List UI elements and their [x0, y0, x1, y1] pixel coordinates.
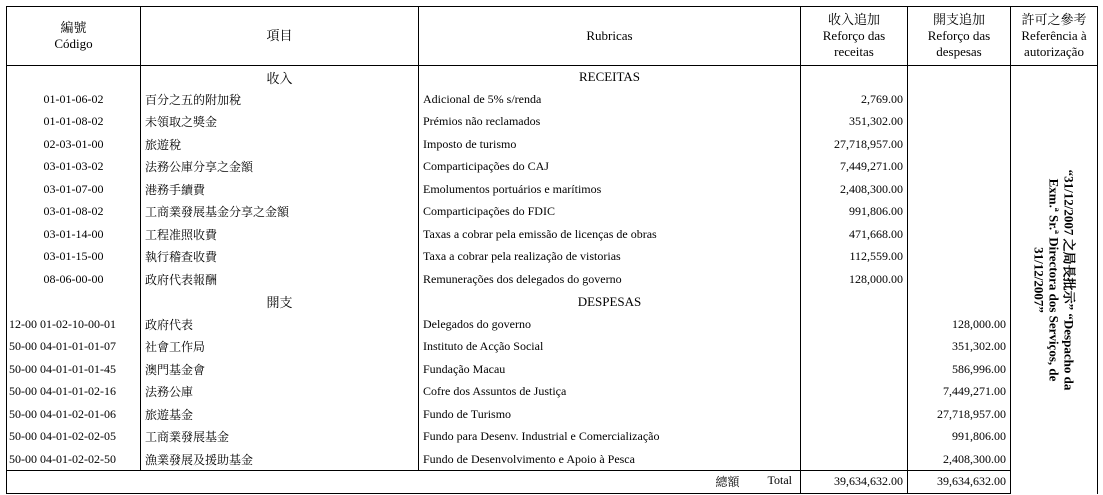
- blank-cell: [801, 403, 908, 426]
- revenue-item: 法務公庫分享之金額: [141, 156, 419, 179]
- expense-rubrica: Fundo de Desenvolvimento e Apoio à Pesca: [419, 448, 801, 471]
- expense-amount: 991,806.00: [908, 426, 1011, 449]
- revenue-row: [7, 88, 1098, 111]
- revenue-amount: 2,408,300.00: [801, 178, 908, 201]
- expense-rubrica: Fundo de Turismo: [419, 403, 801, 426]
- header-row: [7, 7, 1098, 66]
- blank-cell: [908, 246, 1011, 269]
- rubricas-header: Rubricas: [419, 7, 801, 66]
- revenue-section-zh: 收入: [141, 66, 419, 89]
- expense-item: 澳門基金會: [141, 358, 419, 381]
- expense-rubrica: Fundo para Desenv. Industrial e Comercialização: [419, 426, 801, 449]
- revenue-amount: 7,449,271.00: [801, 156, 908, 179]
- revenue-rubrica: Adicional de 5% s/renda: [419, 88, 801, 111]
- expense-amount: 27,718,957.00: [908, 403, 1011, 426]
- expense-section-row: [7, 291, 1098, 314]
- revenue-code: 03-01-07-00: [7, 178, 141, 201]
- revenue-item: 工程准照收費: [141, 223, 419, 246]
- blank-cell: [908, 268, 1011, 291]
- expense-item: 政府代表: [141, 313, 419, 336]
- reference-header-zh: 許可之參考: [1021, 12, 1087, 27]
- code-header-pt: Código: [54, 36, 93, 51]
- reference-header-pt: Referência à autorização: [1021, 28, 1087, 59]
- expense-code: 50-00 04-01-02-02-50: [7, 448, 141, 471]
- revenue-amount: 112,559.00: [801, 246, 908, 269]
- expense-rubrica: Delegados do governo: [419, 313, 801, 336]
- expense-section-pt: DESPESAS: [419, 291, 801, 314]
- revenue-amount: 471,668.00: [801, 223, 908, 246]
- expense-code: 12-00 01-02-10-00-01: [7, 313, 141, 336]
- revenue-section-pt: RECEITAS: [419, 66, 801, 89]
- code-header-zh: 編號: [60, 20, 87, 35]
- expense-header-zh: 開支追加: [932, 12, 985, 27]
- expense-amount: 128,000.00: [908, 313, 1011, 336]
- total-row: [7, 471, 1098, 494]
- total-label-zh: 總額: [715, 475, 740, 490]
- blank-cell: [908, 178, 1011, 201]
- revenue-row: [7, 201, 1098, 224]
- revenue-header-pt: Reforço das receitas: [822, 28, 886, 59]
- expense-code: 50-00 04-01-01-02-16: [7, 381, 141, 404]
- expense-header-pt: Reforço das despesas: [927, 28, 991, 59]
- revenue-row: [7, 133, 1098, 156]
- blank-cell: [801, 448, 908, 471]
- revenue-amount: 27,718,957.00: [801, 133, 908, 156]
- revenue-rubrica: Comparticipações do CAJ: [419, 156, 801, 179]
- revenue-row: [7, 156, 1098, 179]
- blank-cell: [908, 111, 1011, 134]
- blank-cell: [7, 291, 141, 314]
- expense-amount: 351,302.00: [908, 336, 1011, 359]
- authorization-note: “31/12/2007 之局長批示” “Despacho da Exm.ª Sr.ª Directora dos Serviços, de 31/12/2007”: [1031, 169, 1077, 390]
- revenue-rubrica: Comparticipações do FDIC: [419, 201, 801, 224]
- total-label-cell: [7, 471, 801, 494]
- blank-cell: [908, 133, 1011, 156]
- blank-cell: [908, 156, 1011, 179]
- blank-cell: [801, 66, 908, 89]
- blank-cell: [908, 66, 1011, 89]
- revenue-code: 01-01-06-02: [7, 88, 141, 111]
- revenue-item: 百分之五的附加稅: [141, 88, 419, 111]
- revenue-rubrica: Prémios não reclamados: [419, 111, 801, 134]
- expense-section-zh: 開支: [141, 291, 419, 314]
- revenue-code: 03-01-03-02: [7, 156, 141, 179]
- expense-rubrica: Cofre dos Assuntos de Justiça: [419, 381, 801, 404]
- blank-cell: [801, 291, 908, 314]
- expense-item: 漁業發展及援助基金: [141, 448, 419, 471]
- revenue-item: 執行稽查收費: [141, 246, 419, 269]
- revenue-header: [801, 7, 908, 66]
- expense-item: 社會工作局: [141, 336, 419, 359]
- expense-row: [7, 313, 1098, 336]
- revenue-rubrica: Imposto de turismo: [419, 133, 801, 156]
- reference-header: [1011, 7, 1098, 66]
- revenue-code: 03-01-14-00: [7, 223, 141, 246]
- expense-row: [7, 448, 1098, 471]
- authorization-cell: [1011, 66, 1098, 494]
- expense-row: [7, 336, 1098, 359]
- expense-item: 法務公庫: [141, 381, 419, 404]
- blank-cell: [908, 201, 1011, 224]
- revenue-amount: 2,769.00: [801, 88, 908, 111]
- blank-cell: [908, 88, 1011, 111]
- total-expense: 39,634,632.00: [908, 471, 1011, 494]
- revenue-code: 03-01-15-00: [7, 246, 141, 269]
- expense-code: 50-00 04-01-01-01-07: [7, 336, 141, 359]
- expense-rubrica: Fundação Macau: [419, 358, 801, 381]
- blank-cell: [801, 313, 908, 336]
- revenue-row: [7, 111, 1098, 134]
- revenue-rubrica: Taxa a cobrar pela realização de vistorias: [419, 246, 801, 269]
- expense-code: 50-00 04-01-01-01-45: [7, 358, 141, 381]
- blank-cell: [908, 223, 1011, 246]
- expense-amount: 586,996.00: [908, 358, 1011, 381]
- blank-cell: [908, 291, 1011, 314]
- expense-code: 50-00 04-01-02-01-06: [7, 403, 141, 426]
- revenue-row: [7, 268, 1098, 291]
- revenue-section-row: [7, 66, 1098, 89]
- revenue-header-zh: 收入追加: [827, 12, 880, 27]
- code-header: [7, 7, 141, 66]
- revenue-row: [7, 178, 1098, 201]
- blank-cell: [7, 66, 141, 89]
- revenue-code: 03-01-08-02: [7, 201, 141, 224]
- budget-table: [6, 6, 1098, 494]
- expense-amount: 7,449,271.00: [908, 381, 1011, 404]
- revenue-amount: 991,806.00: [801, 201, 908, 224]
- expense-row: [7, 426, 1098, 449]
- revenue-code: 08-06-00-00: [7, 268, 141, 291]
- expense-rubrica: Instituto de Acção Social: [419, 336, 801, 359]
- revenue-item: 工商業發展基金分享之金額: [141, 201, 419, 224]
- blank-cell: [801, 358, 908, 381]
- revenue-item: 未領取之獎金: [141, 111, 419, 134]
- revenue-row: [7, 223, 1098, 246]
- expense-item: 旅遊基金: [141, 403, 419, 426]
- total-label-pt: Total: [767, 473, 792, 488]
- expense-row: [7, 403, 1098, 426]
- revenue-rubrica: Remunerações dos delegados do governo: [419, 268, 801, 291]
- revenue-rubrica: Taxas a cobrar pela emissão de licenças de obras: [419, 223, 801, 246]
- expense-amount: 2,408,300.00: [908, 448, 1011, 471]
- blank-cell: [801, 381, 908, 404]
- expense-item: 工商業發展基金: [141, 426, 419, 449]
- revenue-rubrica: Emolumentos portuários e marítimos: [419, 178, 801, 201]
- expense-row: [7, 358, 1098, 381]
- revenue-item: 港務手續費: [141, 178, 419, 201]
- item-header: 項目: [141, 7, 419, 66]
- revenue-amount: 351,302.00: [801, 111, 908, 134]
- blank-cell: [801, 336, 908, 359]
- total-revenue: 39,634,632.00: [801, 471, 908, 494]
- revenue-code: 01-01-08-02: [7, 111, 141, 134]
- revenue-code: 02-03-01-00: [7, 133, 141, 156]
- blank-cell: [801, 426, 908, 449]
- revenue-item: 政府代表報酬: [141, 268, 419, 291]
- expense-row: [7, 381, 1098, 404]
- revenue-row: [7, 246, 1098, 269]
- expense-code: 50-00 04-01-02-02-05: [7, 426, 141, 449]
- expense-header: [908, 7, 1011, 66]
- revenue-item: 旅遊稅: [141, 133, 419, 156]
- revenue-amount: 128,000.00: [801, 268, 908, 291]
